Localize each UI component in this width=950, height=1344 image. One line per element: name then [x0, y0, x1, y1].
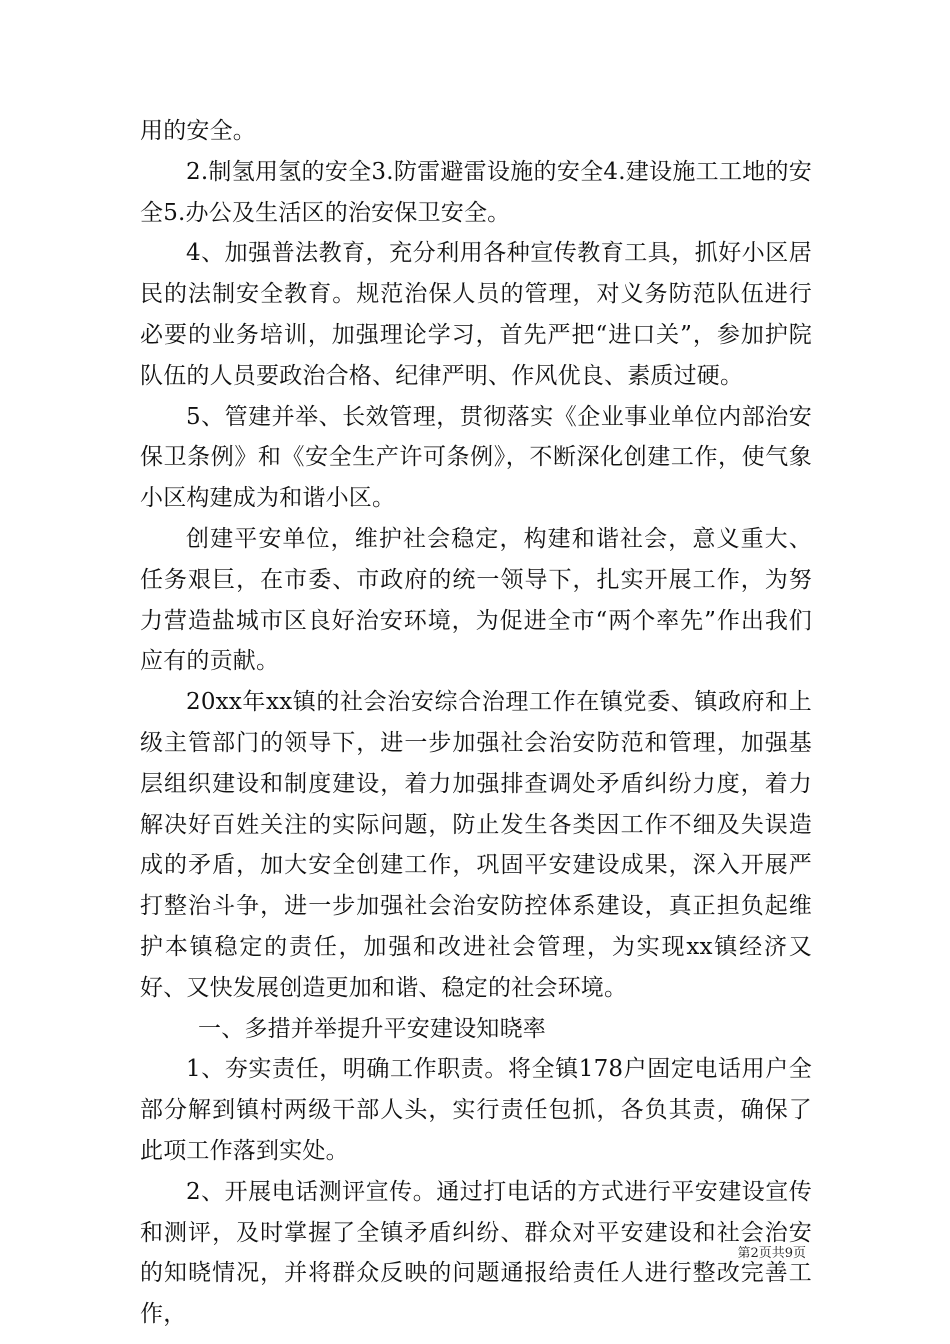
paragraph-phone-survey: 2、开展电话测评宣传。通过打电话的方式进行平安建设宣传和测评，及时掌握了全镇矛盾纠纷、群众对平安建设和社会治安的知晓情况，并将群众反映的问题通报给责任人进行整改完善工作， [140, 1178, 812, 1328]
document-body [140, 111, 812, 1335]
page-number: 第2页共9页 [737, 1246, 806, 1261]
paragraph-legal-education: 4、加强普法教育，充分利用各种宣传教育工具，抓好小区居民的法制安全教育。规范治保人员的管理，对义务防范队伍进行必要的业务培训，加强理论学习，首先严把“进口关”，参加护院队伍的人员要政治合格、纪律严明、作风优良、素质过硬。 [140, 240, 812, 389]
paragraph-responsibility: 1、夯实责任，明确工作职责。将全镇178户固定电话用户全部分解到镇村两级干部人头，实行责任包抓，各负其责，确保了此项工作落到实处。 [140, 1056, 812, 1164]
paragraph-safety-items: 2.制氢用氢的安全3.防雷避雷设施的安全4.建设施工工地的安全5.办公及生活区的治安保卫安全。 [140, 158, 812, 226]
paragraph-long-term-management: 5、管建并举、长效管理，贯彻落实《企业事业单位内部治安保卫条例》和《安全生产许可条例》，不断深化创建工作，使气象小区构建成为和谐小区。 [140, 403, 812, 512]
paragraph-safe-unit-conclusion: 创建平安单位，维护社会稳定，构建和谐社会，意义重大、任务艰巨，在市委、市政府的统一领导下，扎实开展工作，为努力营造盐城市区良好治安环境，为促进全市“两个率先”作出我们应有的贡献。 [140, 525, 812, 675]
section-heading: 一、多措并举提升平安建设知晓率 [198, 1015, 546, 1042]
paragraph-town-overview: 20xx年xx镇的社会治安综合治理工作在镇党委、镇政府和上级主管部门的领导下，进一步加强社会治安防范和管理，加强基层组织建设和制度建设，着力加强排查调处矛盾纠纷力度，着力解决好百姓关注的实际问题，防止发生各类因工作不细及失误造成的矛盾，加大安全创建工作，巩固平安建设成果，深入开展严打整治斗争，进一步加强社会治安防控体系建设，真正担负起维护本镇稳定的责任，加强和改进社会管理，为实现xx镇经济又好、又快发展创造更加和谐、稳定的社会环境。 [140, 689, 812, 1001]
paragraph-continuation: 用的安全。 [140, 118, 256, 144]
